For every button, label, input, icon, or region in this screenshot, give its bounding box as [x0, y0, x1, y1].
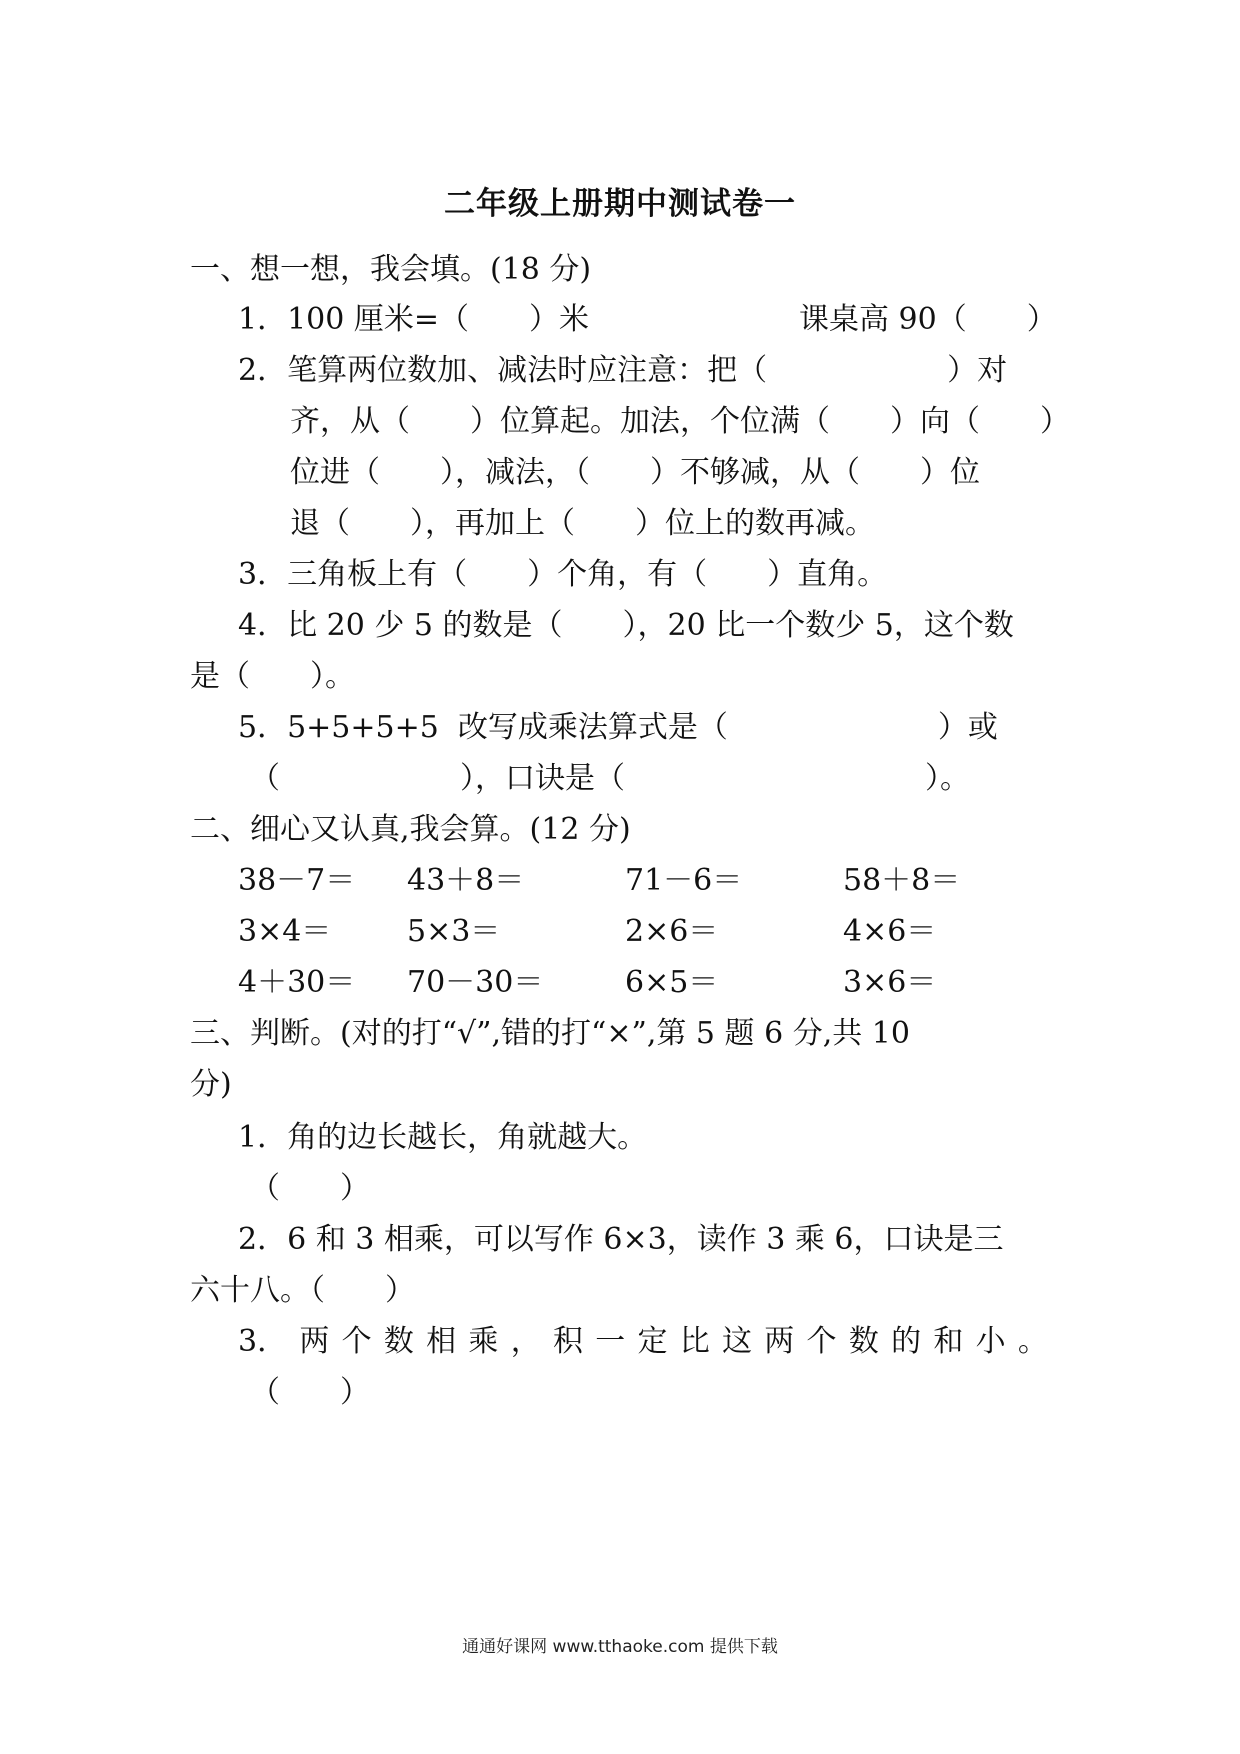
s3-q3-char: 定: [637, 1324, 668, 1359]
calc-r3-c4: 3×6＝: [843, 965, 937, 1000]
s1-question-4-line-2: 是（ ）。: [190, 659, 355, 694]
section-3-heading-line-2: 分): [190, 1067, 232, 1102]
s3-q3-char: 两: [299, 1324, 330, 1359]
s3-q3-char: 和: [933, 1324, 964, 1359]
s1-question-5-line-1: 5．5+5+5+5 改写成乘法算式是（ ）或: [238, 710, 998, 745]
calc-r2-c3: 2×6＝: [625, 914, 719, 949]
s3-q3-char: 的: [891, 1324, 922, 1359]
s3-q3-char: 3．: [238, 1324, 288, 1359]
calc-r2-c1: 3×4＝: [238, 914, 332, 949]
s3-q3-char: ，: [510, 1324, 541, 1359]
s1-question-1: 1．100 厘米=（ ）米 课桌高 90（ ）: [238, 302, 1057, 337]
s3-question-2-line-2: 六十八。（ ）: [190, 1273, 415, 1308]
s3-question-3-blank: （ ）: [250, 1375, 370, 1410]
section-2-heading: 二、细心又认真,我会算。(12 分): [190, 812, 631, 847]
s3-q3-char: 两: [764, 1324, 795, 1359]
s3-question-1: 1．角的边长越长，角就越大。: [238, 1120, 648, 1155]
s3-question-1-blank: （ ）: [250, 1171, 370, 1206]
calc-r3-c2: 70－30＝: [407, 965, 544, 1000]
s3-q3-char: 个: [341, 1324, 372, 1359]
s1-question-2-line-3: 位进（ ），减法，（ ）不够减，从（ ）位: [290, 455, 980, 490]
s3-q3-char: 一: [595, 1324, 626, 1359]
s3-q3-char: 乘: [468, 1324, 499, 1359]
s3-q3-char: 比: [679, 1324, 710, 1359]
s3-q3-char: 。: [1017, 1324, 1048, 1359]
section-1-heading: 一、想一想，我会填。(18 分): [190, 252, 592, 287]
page-title: 二年级上册期中测试卷一: [444, 186, 796, 222]
s3-q3-char: 相: [426, 1324, 457, 1359]
calc-r1-c2: 43＋8＝: [407, 863, 525, 898]
s1-question-4-line-1: 4．比 20 少 5 的数是（ ），20 比一个数少 5，这个数: [238, 608, 1014, 643]
calc-r3-c3: 6×5＝: [625, 965, 719, 1000]
s3-q3-char: 积: [552, 1324, 583, 1359]
footer-source: 通通好课网 www.tthaoke.com 提供下载: [462, 1637, 778, 1657]
s3-q3-char: 数: [383, 1324, 414, 1359]
s1-question-2-line-1: 2．笔算两位数加、减法时应注意：把（ ）对: [238, 353, 1008, 388]
s1-question-2-line-2: 齐，从（ ）位算起。加法，个位满（ ）向（ ）: [290, 404, 1070, 439]
s3-q3-char: 个: [806, 1324, 837, 1359]
calc-r1-c3: 71－6＝: [625, 863, 743, 898]
calc-r2-c4: 4×6＝: [843, 914, 937, 949]
calc-r1-c4: 58＋8＝: [843, 863, 961, 898]
s3-q3-char: 这: [722, 1324, 753, 1359]
s3-q3-char: 小: [975, 1324, 1006, 1359]
section-3-heading-line-1: 三、判断。(对的打“√”,错的打“×”,第 5 题 6 分,共 10: [190, 1016, 910, 1051]
calc-r2-c2: 5×3＝: [407, 914, 501, 949]
calc-r3-c1: 4＋30＝: [238, 965, 356, 1000]
s1-question-2-line-4: 退（ ），再加上（ ）位上的数再减。: [290, 506, 875, 541]
s3-question-2-line-1: 2．6 和 3 相乘，可以写作 6×3，读作 3 乘 6，口诀是三: [238, 1222, 1004, 1257]
s3-question-3: [238, 1322, 1048, 1362]
s1-question-3: 3．三角板上有（ ）个角，有（ ）直角。: [238, 557, 888, 592]
s1-question-5-line-2: （ ），口诀是（ ）。: [250, 761, 970, 796]
calc-r1-c1: 38－7＝: [238, 863, 356, 898]
s3-q3-char: 数: [848, 1324, 879, 1359]
